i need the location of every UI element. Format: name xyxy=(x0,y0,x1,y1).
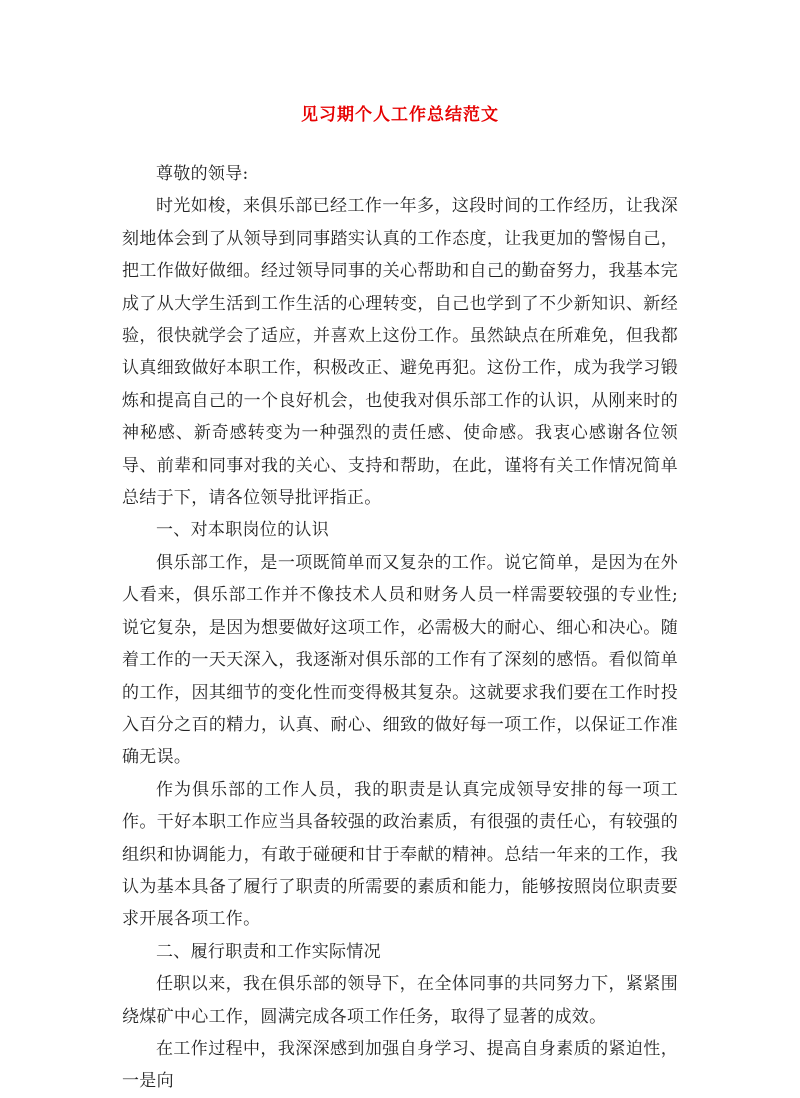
paragraph-section-2b: 在工作过程中，我深深感到加强自身学习、提高自身素质的紧迫性，一是向 xyxy=(122,1038,678,1092)
paragraph-section-1a: 俱乐部工作，是一项既简单而又复杂的工作。说它简单，是因为在外人看来，俱乐部工作并不像技术人员和财务人员一样需要较强的专业性;说它复杂，是因为想要做好这项工作，必需极大的耐心、细心和决心。随着工作的一天天深入，我逐渐对俱乐部的工作有了深刻的感悟。看似简单的工作，因其细节的变化性而变得极其复杂。这就要求我们要在工作时投入百分之百的精力，认真、耐心、细致的做好每一项工作，以保证工作准确无误。 xyxy=(122,552,678,768)
paragraph-intro: 时光如梭，来俱乐部已经工作一年多，这段时间的工作经历，让我深刻地体会到了从领导到同事踏实认真的工作态度，让我更加的警惕自己，把工作做好做细。经过领导同事的关心帮助和自己的勤奋努力，我基本完成了从大学生活到工作生活的心理转变，自己也学到了不少新知识、新经验，很快就学会了适应，并喜欢上这份工作。虽然缺点在所难免，但我都认真细致做好本职工作，积极改正、避免再犯。这份工作，成为我学习锻炼和提高自己的一个良好机会，也使我对俱乐部工作的认识，从刚来时的神秘感、新奇感转变为一种强烈的责任感、使命感。我衷心感谢各位领导、前辈和同事对我的关心、支持和帮助，在此，谨将有关工作情况简单总结于下，请各位领导批评指正。 xyxy=(122,196,678,509)
section-heading-2: 二、履行职责和工作实际情况 xyxy=(156,941,381,962)
document-body xyxy=(122,158,678,1098)
salutation: 尊敬的领导: xyxy=(156,164,249,184)
paragraph-section-2a: 任职以来，我在俱乐部的领导下，在全体同事的共同努力下，紧紧围绕煤矿中心工作，圆满完成各项工作任务，取得了显著的成效。 xyxy=(122,974,678,1027)
section-heading-1: 一、对本职岗位的认识 xyxy=(156,520,329,541)
document-title: 见习期个人工作总结范文 xyxy=(301,105,499,125)
paragraph-section-1b: 作为俱乐部的工作人员，我的职责是认真完成领导安排的每一项工作。干好本职工作应当具备较强的政治素质，有很强的责任心，有较强的组织和协调能力，有敢于碰硬和甘于奉献的精神。总结一年来的工作，我认为基本具备了履行了职责的所需要的素质和能力，能够按照岗位职责要求开展各项工作。 xyxy=(122,779,678,930)
